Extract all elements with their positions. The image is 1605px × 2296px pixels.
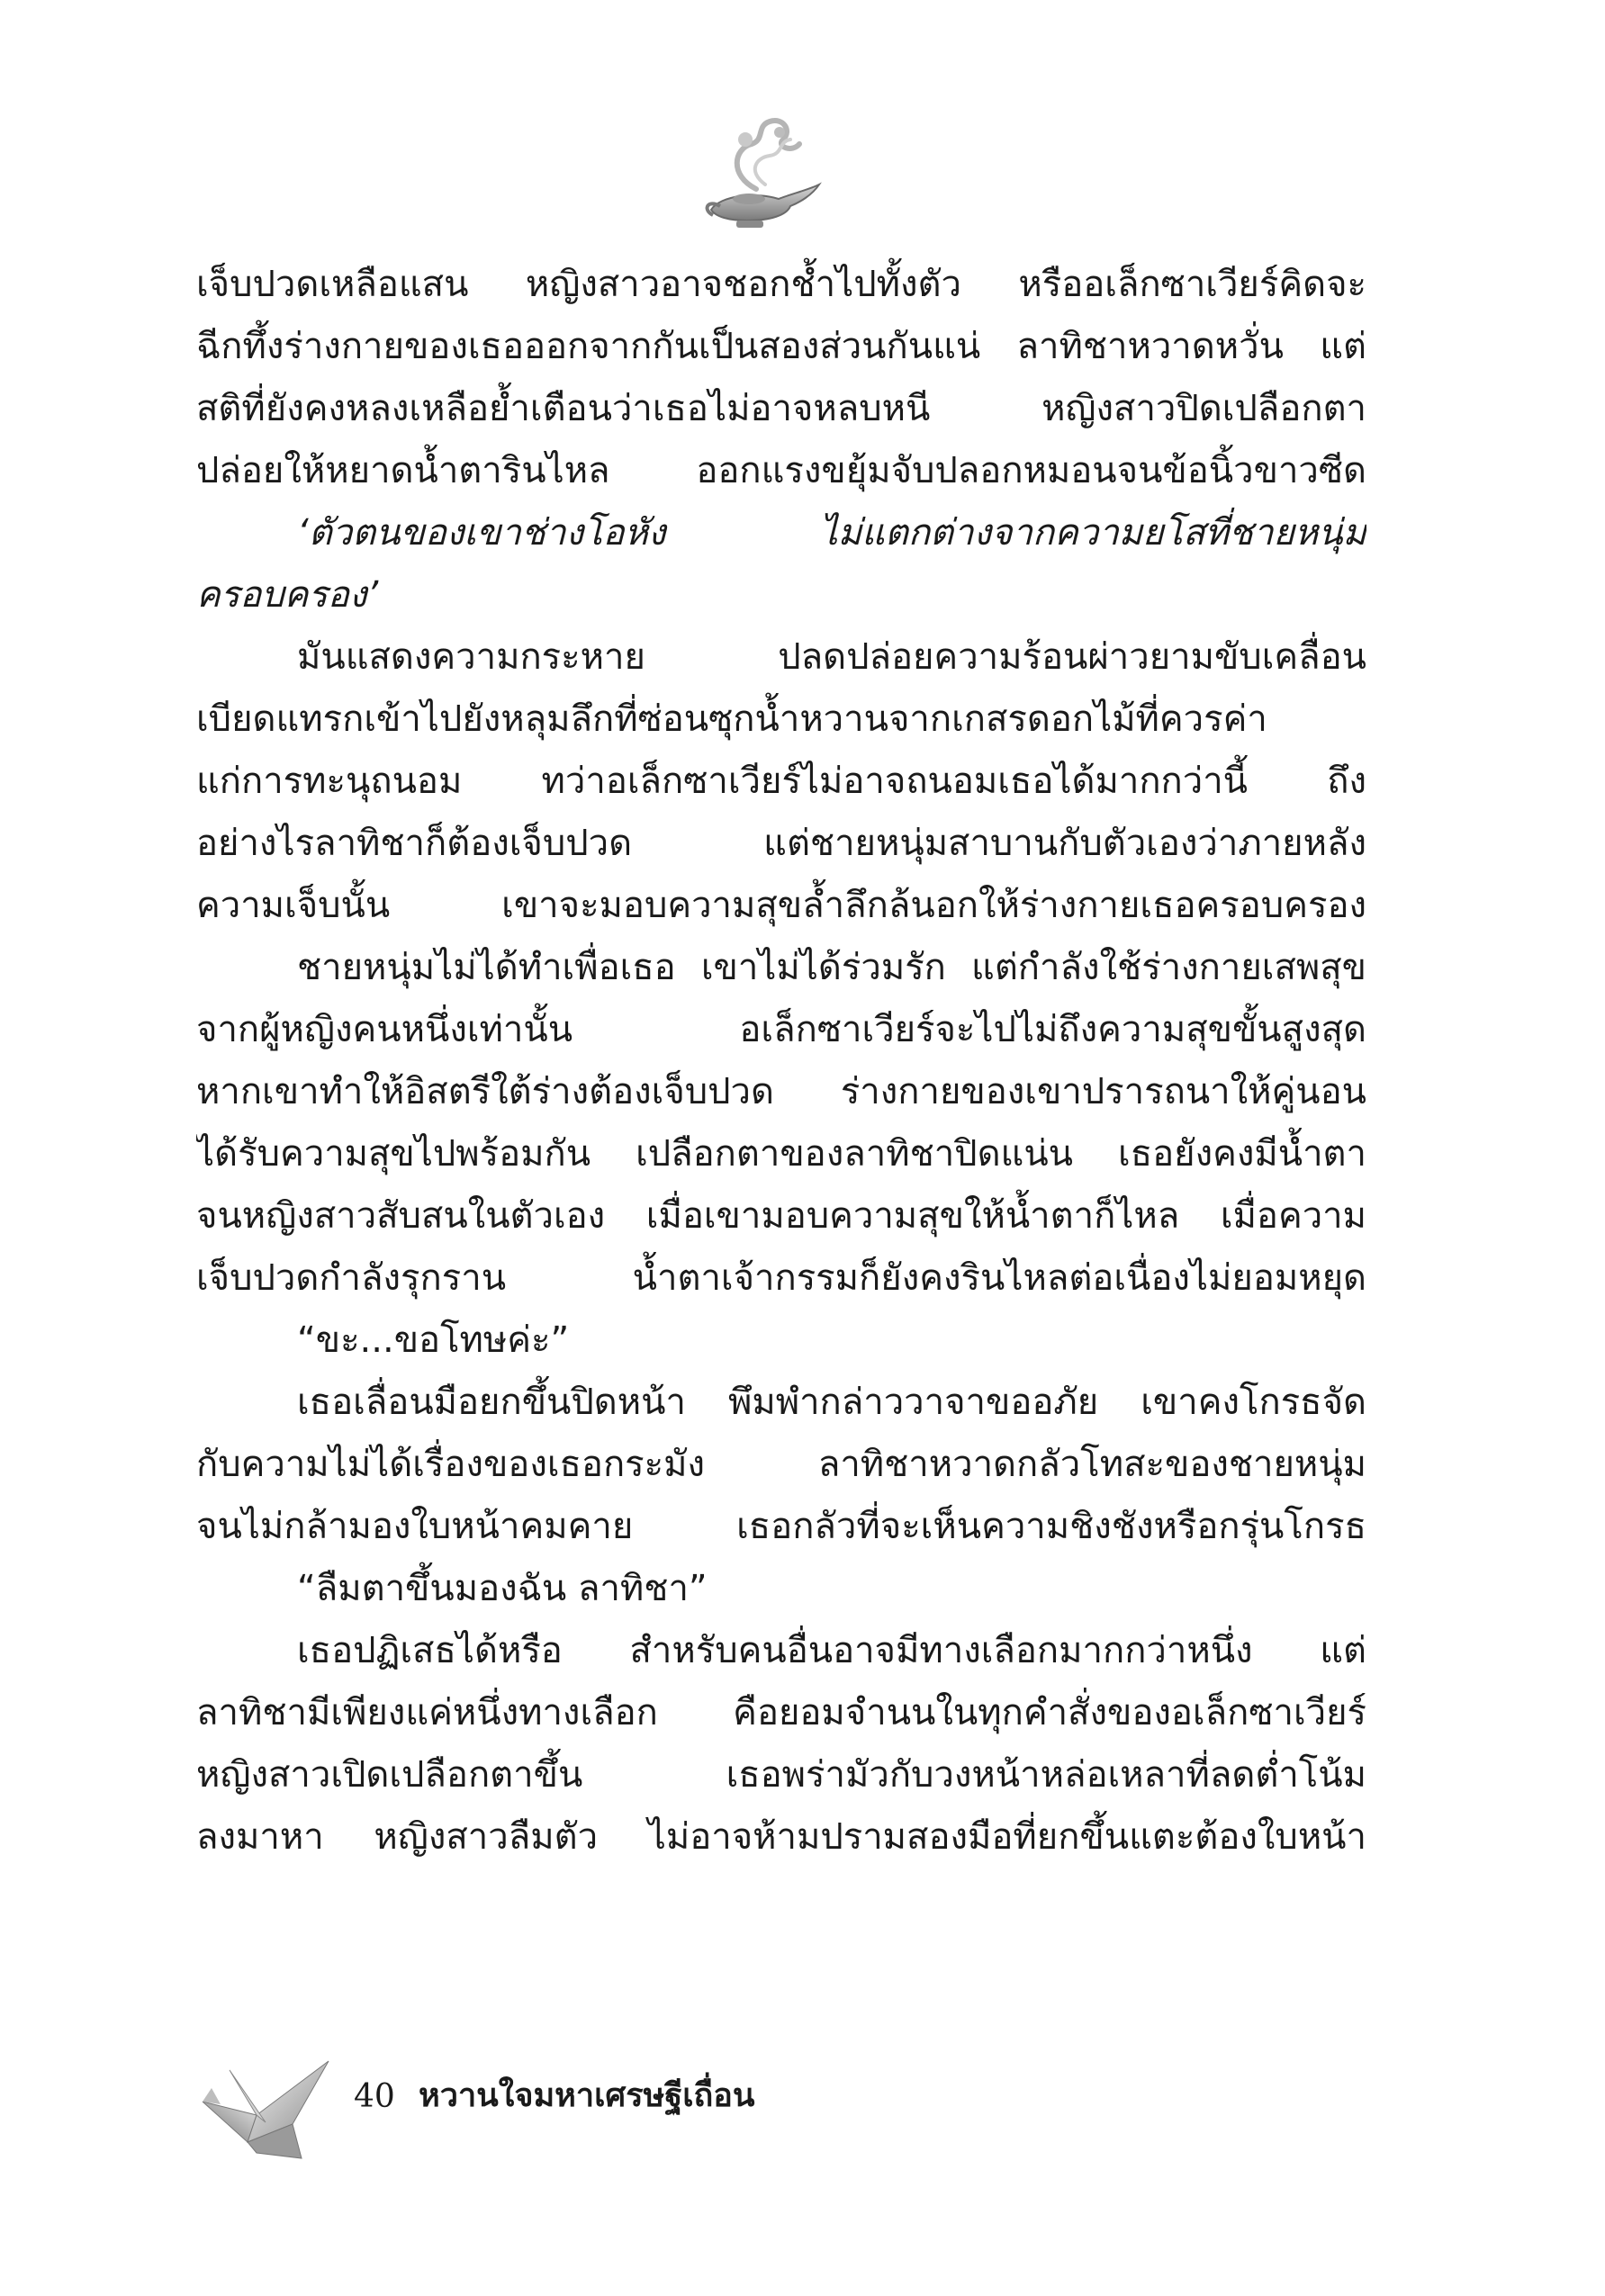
text-line: ปล่อยให้หยาดน้ำตารินไหล ออกแรงขยุ้มจับปลอกหมอนจนข้อนิ้วขาวซีด — [196, 450, 1366, 491]
text-line: จนไม่กล้ามองใบหน้าคมคาย เธอกลัวที่จะเห็นความชิงชังหรือกรุ่นโกรธ — [196, 1506, 1366, 1547]
genie-lamp-icon — [693, 113, 828, 239]
text-line: จากผู้หญิงคนหนึ่งเท่านั้น อเล็กซาเวียร์จะไปไม่ถึงความสุขขั้นสูงสุด — [196, 1009, 1366, 1050]
body-text — [196, 254, 1366, 1868]
text-line: แก่การทะนุถนอม ทว่าอเล็กซาเวียร์ไม่อาจถนอมเธอได้มากกว่านี้ ถึง — [196, 761, 1366, 802]
text-line: ชายหนุ่มไม่ได้ทำเพื่อเธอ เขาไม่ได้ร่วมรัก แต่กำลังใช้ร่างกายเสพสุข — [297, 947, 1366, 988]
text-line: อย่างไรลาทิชาก็ต้องเจ็บปวด แต่ชายหนุ่มสาบานกับตัวเองว่าภายหลัง — [196, 823, 1366, 864]
text-line: ‘ตัวตนของเขาช่างโอหัง ไม่แตกต่างจากความยโสที่ชายหนุ่ม — [297, 512, 1366, 554]
text-line: ความเจ็บนั้น เขาจะมอบความสุขล้ำลึกล้นอกให้ร่างกายเธอครอบครอง — [196, 885, 1366, 926]
text-line: “ลืมตาขึ้นมองฉัน ลาทิชา” — [297, 1568, 708, 1609]
text-line: สติที่ยังคงหลงเหลือย้ำเตือนว่าเธอไม่อาจหลบหนี หญิงสาวปิดเปลือกตา — [196, 388, 1366, 429]
text-line: ได้รับความสุขไปพร้อมกัน เปลือกตาของลาทิชาปิดแน่น เธอยังคงมีน้ำตา — [196, 1133, 1366, 1175]
text-line: เจ็บปวดเหลือแสน หญิงสาวอาจชอกช้ำไปทั้งตัว หรืออเล็กซาเวียร์คิดจะ — [196, 264, 1366, 305]
text-line: ฉีกทึ้งร่างกายของเธอออกจากกันเป็นสองส่วนกันแน่ ลาทิชาหวาดหวั่น แต่ — [196, 326, 1366, 367]
text-line: เบียดแทรกเข้าไปยังหลุมลึกที่ซ่อนซุกน้ำหวานจากเกสรดอกไม้ที่ควรค่า — [196, 698, 1267, 740]
text-line: หญิงสาวเปิดเปลือกตาขึ้น เธอพร่ามัวกับวงหน้าหล่อเหลาที่ลดต่ำโน้ม — [196, 1754, 1366, 1796]
text-line: จนหญิงสาวสับสนในตัวเอง เมื่อเขามอบความสุขให้น้ำตาก็ไหล เมื่อความ — [196, 1195, 1366, 1237]
page-number: 40 — [354, 2078, 395, 2115]
page-footer — [194, 2052, 824, 2169]
paper-crane-icon — [194, 2052, 338, 2165]
text-line: ลงมาหา หญิงสาวลืมตัว ไม่อาจห้ามปรามสองมือที่ยกขึ้นแตะต้องใบหน้า — [196, 1816, 1366, 1858]
text-line: มันแสดงความกระหาย ปลดปล่อยความร้อนผ่าวยามขับเคลื่อน — [297, 636, 1366, 678]
text-line: หากเขาทำให้อิสตรีใต้ร่างต้องเจ็บปวด ร่างกายของเขาปรารถนาให้คู่นอน — [196, 1071, 1366, 1112]
text-line: กับความไม่ได้เรื่องของเธอกระมัง ลาทิชาหวาดกลัวโทสะของชายหนุ่ม — [196, 1444, 1366, 1485]
book-title: หวานใจมหาเศรษฐีเถื่อน — [419, 2077, 755, 2114]
text-line: ลาทิชามีเพียงแค่หนึ่งทางเลือก คือยอมจำนนในทุกคำสั่งของอเล็กซาเวียร์ — [196, 1692, 1366, 1733]
text-line: เจ็บปวดกำลังรุกราน น้ำตาเจ้ากรรมก็ยังคงรินไหลต่อเนื่องไม่ยอมหยุด — [196, 1257, 1366, 1299]
text-line: เธอปฏิเสธได้หรือ สำหรับคนอื่นอาจมีทางเลือกมากกว่าหนึ่ง แต่ — [297, 1630, 1366, 1671]
text-line: “ขะ...ขอโทษค่ะ” — [297, 1319, 570, 1361]
text-line: เธอเลื่อนมือยกขึ้นปิดหน้า พึมพำกล่าววาจาขออภัย เขาคงโกรธจัด — [297, 1382, 1366, 1423]
text-line: ครอบครอง’ — [196, 574, 379, 616]
